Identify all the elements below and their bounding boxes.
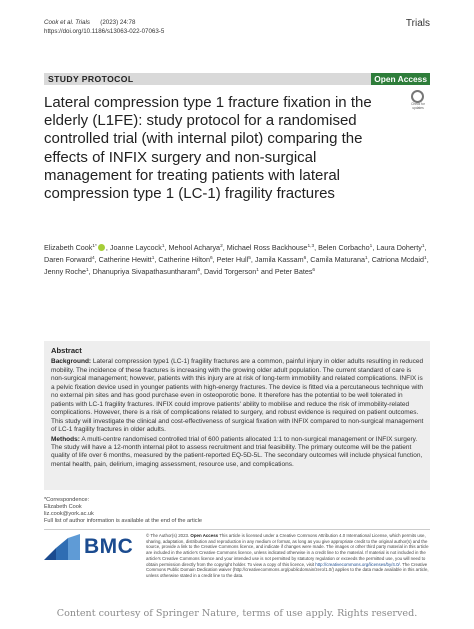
author-name: Michael Ross Backhouse [226,243,308,252]
author-name: Laura Doherty [376,243,422,252]
courtesy-footer: Content courtesy of Springer Nature, terms of use apply. Rights reserved. [56,608,418,619]
author-affiliation: 1 [151,255,155,261]
author-name: Jenny Roche [44,266,86,276]
author-item [310,255,371,264]
background-label: Background: [51,358,92,366]
abstract-background [51,358,424,434]
author-separator: , [154,254,159,264]
license-text-block [146,533,430,579]
correspondence-label: *Correspondence: [44,497,90,503]
author-separator: , [314,243,319,252]
author-affiliation: 1 [421,244,425,249]
bmc-logo [44,534,140,560]
author-affiliation: 4 [91,255,95,261]
author-item [227,243,318,252]
author-name: Catherine Hewitt [98,254,152,264]
abstract-methods [51,436,424,470]
check-updates-label: Check for updates [411,102,425,110]
author-item [255,255,310,264]
author-item [372,255,429,264]
author-name: Catherine Hilton [158,254,210,264]
author-item [110,243,169,252]
article-type-banner [44,73,430,85]
author-separator: , [199,266,204,276]
author-affiliation: 1 [256,267,259,273]
orcid-icon[interactable] [98,244,105,251]
methods-text: A multi-centre randomised controlled trial of 600 patients allocated 1:1 to non-surgical management or INFIX surgery. The study will have a 12-month internal pilot to assess recruitment and trial feasibility. The primary outcome will be the patient quality of life over 6 months, measured by the patient-reported EQ-5D-5L. The secondary outcomes will include physical function, mental health, pain, delirium, imaging assessment, resource use, and complications. [51,435,423,468]
author-item [204,267,275,276]
author-separator: , [426,254,429,264]
footer-divider [44,529,430,530]
author-name: Peter Bates [274,266,313,276]
author-item [318,243,376,252]
author-item [44,255,99,264]
license-copyright: © The Author(s) 2023. [146,533,190,538]
article-title: Lateral compression type 1 fracture fixation in the elderly (L1FE): study protocol for a randomised controlled trial (with internal pilot) comparing the effects of INFIX surgery and non-surgical management for treating patients with lateral compression type 1 (LC-1) fragility fractures [44,94,372,203]
author-affiliation: 1* [92,244,97,249]
author-affiliation: 6 [197,267,200,273]
author-name: Peter Hull [216,254,249,264]
license-tail: . The Creative Commons Public Domain Dedication waiver (http://creativecommons.org/publicdomain/zero/1.0/) applies to the data made available in this article, unless otherwise stated in a credit line to the data. [146,561,429,578]
correspondence-block [44,497,202,525]
license-open-access: Open Access [190,533,219,538]
author-affiliation: 5 [248,255,251,261]
author-affiliation: 1 [161,244,165,249]
author-item [93,267,204,276]
author-name: Daren Forward [44,254,92,264]
header-year-volume: (2023) 24:78 [100,19,136,26]
author-name: Camila Maturana [310,254,366,264]
author-separator: , [367,254,372,264]
author-name: Joanne Laycock [109,243,162,252]
author-separator: , [88,266,93,276]
author-name: Belen Corbacho [318,243,370,252]
bmc-logo-text: BMC [84,535,134,558]
journal-name: Trials [405,18,430,29]
author-affiliation: 6 [209,255,213,261]
license-link[interactable]: http://creativecommons.org/licenses/by/4.0/ [315,561,400,567]
methods-label: Methods: [51,435,80,443]
author-item [376,243,426,252]
author-separator: , [222,243,227,252]
author-separator: , [212,254,217,264]
author-name: Mehool Acharya [168,243,221,252]
header-doi-link[interactable]: https://doi.org/10.1186/s13063-022-07063-5 [44,27,165,35]
article-type-label: STUDY PROTOCOL [48,74,134,84]
author-item [217,255,255,264]
running-header [44,19,164,36]
author-name: Dhanupriya Sivapathasuntharam [92,266,198,276]
check-for-updates-button[interactable] [406,90,430,110]
open-access-badge: Open Access [371,73,430,85]
author-separator: , [94,254,99,264]
author-item [99,255,159,264]
author-separator: , [164,243,169,252]
author-item [44,243,110,252]
author-affiliation: 6 [312,267,316,273]
author-separator: , [250,254,255,264]
header-authors: Cook et al. Trials [44,19,90,26]
author-affiliation: 1 [85,267,89,273]
author-separator: , [306,254,311,264]
author-name: Elizabeth Cook [44,243,93,252]
abstract-heading: Abstract [51,346,82,355]
author-separator: and [258,266,275,276]
author-affiliation: 1,3 [307,244,315,249]
author-name: Catriona Mcdaid [371,254,425,264]
author-affiliation: 1 [424,255,427,261]
author-name: Jamila Kassam [254,254,304,264]
author-separator: , [105,243,110,252]
author-separator: , [424,243,427,252]
author-affiliation: 1 [369,244,373,249]
correspondence-name: Elizabeth Cook [44,504,82,511]
abstract-box [44,341,430,490]
author-name: David Torgerson [203,266,257,276]
author-item [275,267,315,276]
author-info-note: Full list of author information is available at the end of the article [44,518,202,525]
author-affiliation: 6 [303,255,307,261]
author-item [158,255,216,264]
author-affiliation: 1 [365,255,368,261]
background-text: Lateral compression type1 (LC-1) fragility fractures are a common, painful injury in older adults resulting in reduced mobility. The incidence of these fractures is increasing with the growing older adult population. The current standard of care is non-surgical management; however, patients with this injury are at risk of long-term immobility and related complications. INFIX is a pelvic fixation device used in younger patients with high-energy fractures. The device is fitted via a percutaneous technique with no external pin sites and has good purchase even in osteoporotic bone. It therefore has the potential to be well tolerated in patients with LC-1 fragility fractures. INFIX could improve patients' ability to mobilise and reduce the risk of immobility-related complications. However, there is a risk of complications related to surgery, and robust evidence is required on patient outcomes. This study will investigate the clinical and cost-effectiveness of surgical fixation with INFIX compared to non-surgical management of LC-1 fragility fractures in older adults. [51,358,424,434]
bmc-logo-icon [44,534,82,560]
author-item [169,243,227,252]
license-body: This article is licensed under a Creative Commons Attribution 4.0 International License, which permits use, sharing, adaptation, distribution and reproduction in any medium or format, as long as you give appropriate credit to the original author(s) and the source, provide a link to the Creative Commons licence, and indicate if changes were made. The images or other third party material in this article are included in the article's Creative Commons licence, unless indicated otherwise in a credit line to the material. If material is not included in the article's Creative Commons licence and your intended use is not permitted by statutory regulation or exceeds the permitted use, you will need to obtain permission directly from the copyright holder. To view a copy of this licence, visit [146,533,429,567]
author-list [44,242,434,278]
author-separator: , [372,243,377,252]
author-item [44,267,93,276]
author-affiliation: 2 [220,244,223,249]
correspondence-email-link[interactable]: liz.cook@york.ac.uk [44,511,94,518]
